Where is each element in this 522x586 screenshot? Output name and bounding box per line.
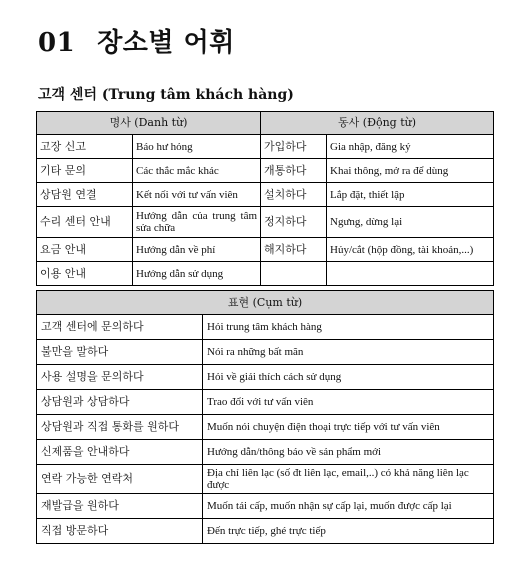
verb-korean: 해지하다 (261, 238, 327, 262)
phrase-korean: 상담원과 직접 통화를 원하다 (37, 415, 203, 440)
phrase-row (37, 440, 494, 465)
phrases-header: 표현 (Cụm từ) (37, 291, 494, 315)
phrase-korean: 고객 센터에 문의하다 (37, 315, 203, 340)
noun-vietnamese: Hướng dẫn của trung tâm sửa chữa (133, 207, 261, 238)
verb-header: 동사 (Động từ) (261, 112, 494, 135)
phrase-korean: 불만을 말하다 (37, 340, 203, 365)
noun-korean: 이용 안내 (37, 262, 133, 286)
phrase-korean: 재발급을 원하다 (37, 494, 203, 519)
verb-korean: 설치하다 (261, 183, 327, 207)
verb-vietnamese: Gia nhập, đăng ký (327, 135, 494, 159)
phrase-row (37, 519, 494, 544)
verb-vietnamese: Ngưng, dừng lại (327, 207, 494, 238)
vocabulary-row (37, 159, 494, 183)
verb-korean: 가입하다 (261, 135, 327, 159)
verb-vietnamese: Hủy/cắt (hộp đồng, tài khoản,...) (327, 238, 494, 262)
verb-korean: 개통하다 (261, 159, 327, 183)
vocabulary-row (37, 135, 494, 159)
vocabulary-table (36, 111, 494, 286)
phrase-vietnamese: Địa chỉ liên lạc (số đt liên lạc, email,..) có khả năng liên lạc được (203, 465, 494, 494)
phrase-korean: 사용 설명을 문의하다 (37, 365, 203, 390)
phrase-korean: 상담원과 상담하다 (37, 390, 203, 415)
verb-vietnamese (327, 262, 494, 286)
noun-vietnamese: Kết nối với tư vấn viên (133, 183, 261, 207)
verb-vietnamese: Lắp đặt, thiết lập (327, 183, 494, 207)
phrase-vietnamese: Trao đổi với tư vấn viên (203, 390, 494, 415)
noun-vietnamese: Hướng dẫn về phí (133, 238, 261, 262)
chapter-number: 01 (38, 28, 76, 58)
vocabulary-row (37, 207, 494, 238)
phrase-korean: 연락 가능한 연락처 (37, 465, 203, 494)
phrase-vietnamese: Hướng dẫn/thông báo về sản phẩm mới (203, 440, 494, 465)
phrase-vietnamese: Nói ra những bất mãn (203, 340, 494, 365)
noun-korean: 수리 센터 안내 (37, 207, 133, 238)
noun-korean: 기타 문의 (37, 159, 133, 183)
chapter-title: 장소별 어휘 (97, 28, 235, 58)
vocabulary-row (37, 262, 494, 286)
phrase-vietnamese: Muốn nói chuyện điện thoại trực tiếp với tư vấn viên (203, 415, 494, 440)
phrase-row (37, 494, 494, 519)
phrase-korean: 신제품을 안내하다 (37, 440, 203, 465)
noun-header: 명사 (Danh từ) (37, 112, 261, 135)
vocabulary-row (37, 183, 494, 207)
noun-vietnamese: Báo hư hỏng (133, 135, 261, 159)
phrase-row (37, 340, 494, 365)
vocabulary-row (37, 238, 494, 262)
noun-vietnamese: Hướng dẫn sử dụng (133, 262, 261, 286)
phrase-vietnamese: Muốn tái cấp, muốn nhận sự cấp lại, muốn được cấp lại (203, 494, 494, 519)
phrase-row (37, 465, 494, 494)
phrase-vietnamese: Hỏi về giải thích cách sử dụng (203, 365, 494, 390)
phrases-header-row (37, 291, 494, 315)
noun-vietnamese: Các thắc mắc khác (133, 159, 261, 183)
phrase-row (37, 390, 494, 415)
phrase-korean: 직접 방문하다 (37, 519, 203, 544)
phrase-row (37, 365, 494, 390)
vocabulary-header-row (37, 112, 494, 135)
verb-korean: 정지하다 (261, 207, 327, 238)
noun-korean: 고장 신고 (37, 135, 133, 159)
noun-korean: 요금 안내 (37, 238, 133, 262)
phrase-row (37, 315, 494, 340)
verb-vietnamese: Khai thông, mở ra để dùng (327, 159, 494, 183)
verb-korean (261, 262, 327, 286)
phrase-row (37, 415, 494, 440)
page-title (38, 22, 235, 59)
section-title: 고객 센터 (Trung tâm khách hàng) (38, 87, 294, 103)
phrase-vietnamese: Đến trực tiếp, ghé trực tiếp (203, 519, 494, 544)
phrase-vietnamese: Hỏi trung tâm khách hàng (203, 315, 494, 340)
phrases-table (36, 290, 494, 544)
noun-korean: 상담원 연결 (37, 183, 133, 207)
